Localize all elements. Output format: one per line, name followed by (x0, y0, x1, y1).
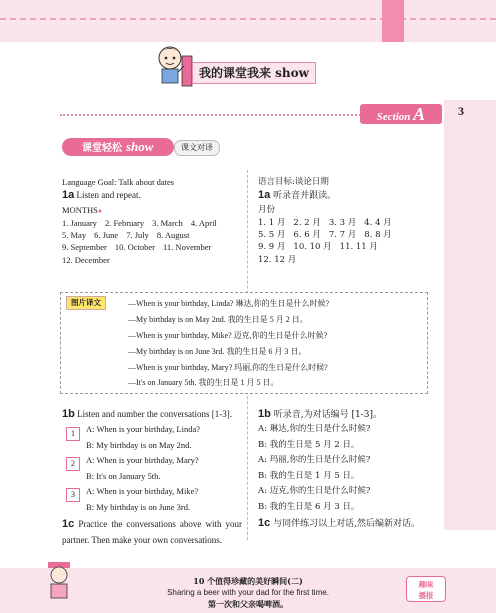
conversation-line: B: My birthday is on May 2nd. (86, 439, 192, 450)
conversation-line: A: When is your birthday, Linda? (86, 424, 201, 434)
months-row-3: 9. September 10. October 11. November (62, 242, 212, 253)
reading-label: 课文对译 (174, 140, 220, 156)
dialog-line: —When is your birthday, Mike? 迈克,你的生日是什么时候? (128, 331, 328, 340)
conversation-line: A: When is your birthday, Mary? (86, 455, 199, 465)
months-row-cn-3: 9. 9 月 10. 10 月 11. 11 月 (258, 242, 378, 253)
conversation-line-cn: B: 我的生日是 1 月 5 日。 (258, 470, 360, 481)
sub-header-label: 课堂轻松 (82, 143, 122, 154)
conversation-list (86, 422, 246, 515)
months-label-cn: 月份 (258, 205, 276, 216)
conversation-line-cn: B: 我的生日是 5 月 2 日。 (258, 439, 360, 450)
months-row-2: 5. May 6. June 7. July 8. August (62, 229, 190, 240)
months-row-cn-4: 12. 12 月 (258, 254, 297, 265)
dotted-divider (60, 114, 380, 116)
conversation-number-box: 3 (66, 488, 80, 502)
conversation-number-box: 1 (66, 427, 80, 441)
english-column (62, 176, 242, 266)
conversation-line-cn: A: 琳达,你的生日是什么时候? (258, 424, 371, 434)
section-letter: A (413, 104, 426, 124)
badge-line: 趣味 (418, 580, 434, 589)
header-band (0, 0, 496, 42)
conversation-line: B: My birthday is on June 3rd. (86, 501, 191, 512)
page-number: 3 (458, 104, 464, 118)
months-row-cn-1: 1. 1 月 2. 2 月 3. 3 月 4. 4 月 (258, 217, 392, 228)
exercise-1b-heading-cn: 1b 听录音,为对话编号 [1-3]。 (258, 408, 382, 420)
picture-translation-label: 图片译文 (66, 296, 106, 310)
months-row-4: 12. December (62, 254, 110, 265)
conversation-line-cn: B: 我的生日是 6 月 3 日。 (258, 501, 360, 512)
cartoon-boy-icon (148, 42, 196, 92)
dialog-line: —It's on January 5th. 我的生日是 1 月 5 日。 (128, 378, 279, 387)
conversation-line: A: When is your birthday, Mike? (86, 486, 199, 496)
footer-chinese: 第一次和父亲喝啤酒。 (208, 599, 288, 609)
conversation-list-cn (258, 422, 438, 515)
dialog-line: —My birthday is on June 3rd. 我的生日是 6 月 3 日。 (128, 347, 307, 356)
sub-header-pill (62, 138, 174, 156)
section-badge (360, 104, 442, 124)
page-side-tab (444, 100, 496, 530)
language-goal: Language Goal: Talk about dates (62, 177, 175, 187)
footer-english: Sharing a beer with your dad for the first time. (167, 588, 329, 597)
dialog-line: —When is your birthday, Linda? 琳达,你的生日是什么时候? (128, 299, 330, 308)
footer-title: 10 个值得珍藏的美好瞬间(二) (193, 576, 303, 586)
exercise-1c-heading: 1c Practice the conversations above with your partner. Then make your own conversations. (62, 518, 243, 545)
exercise-1a-heading: 1a Listen and repeat. (62, 189, 141, 202)
conversation-line-cn: A: 玛丽,你的生日是什么时候? (258, 455, 371, 465)
months-label: MONTHS● (62, 205, 103, 216)
page-title: 我的课堂我来 show (192, 62, 316, 84)
dialog-line: —My birthday is on May 2nd. 我的生日是 5 月 2 日。 (128, 315, 308, 324)
conversation-line: B: It's on January 5th. (86, 470, 161, 481)
exercise-1b-heading: 1b Listen and number the conversations [1-3]. (62, 408, 233, 420)
language-goal-cn: 语言目标:谈论日期 (258, 177, 329, 187)
dialog-line: —When is your birthday, Mary? 玛丽,你的生日是什么时候? (128, 363, 328, 372)
chinese-column (258, 176, 438, 266)
months-row-cn-2: 5. 5 月 6. 6 月 7. 7 月 8. 8 月 (258, 229, 392, 240)
exercise-1a-heading-cn: 1a 听录音并跟读。 (258, 189, 337, 202)
exercise-1c-heading-cn: 1c 与同伴练习以上对话,然后编新对话。 (258, 517, 420, 529)
section-word: Section (376, 111, 411, 123)
header-accent-block (382, 0, 404, 42)
sub-header-show: show (126, 139, 154, 154)
header-dashed-line (0, 18, 496, 20)
conversation-number-box: 2 (66, 457, 80, 471)
badge-line: 播报 (418, 591, 434, 600)
fun-news-badge (406, 576, 446, 602)
conversation-line-cn: A: 迈克,你的生日是什么时候? (258, 486, 371, 496)
months-row-1: 1. January 2. February 3. March 4. April (62, 217, 217, 228)
